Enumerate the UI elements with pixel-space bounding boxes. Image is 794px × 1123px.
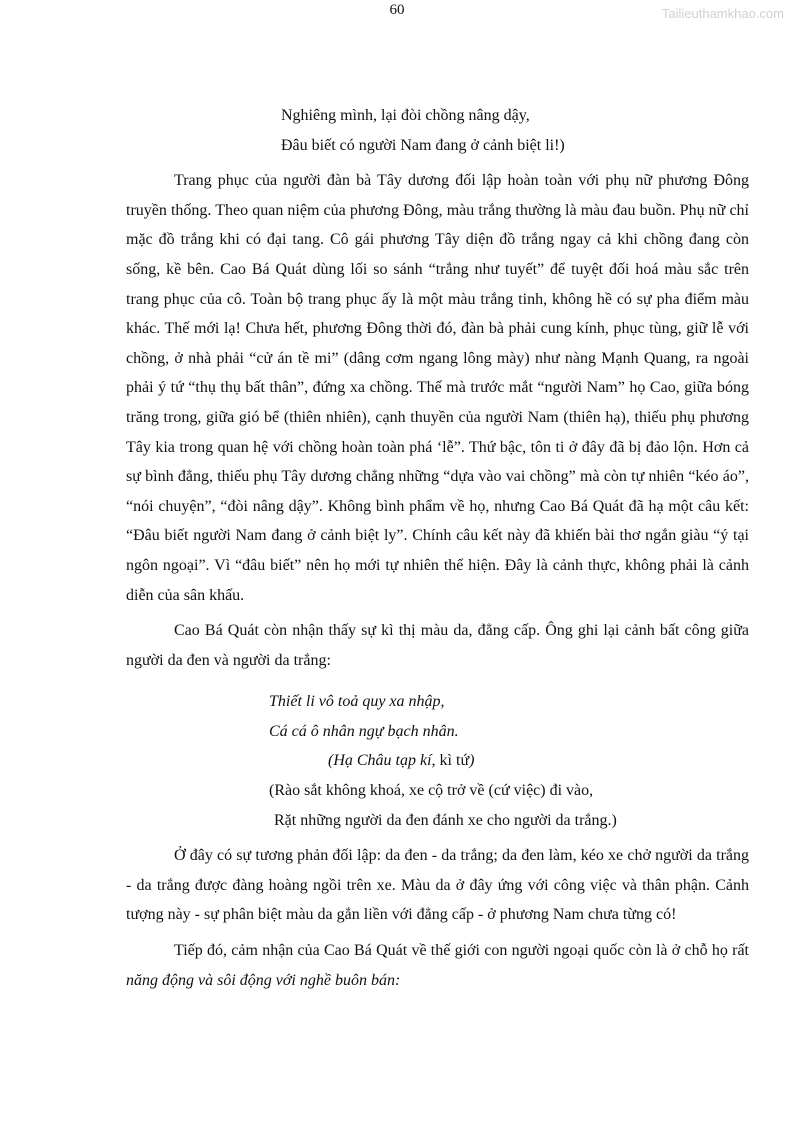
document-body — [126, 101, 749, 995]
poem-line-translation: (Rào sắt không khoá, xe cộ trở về (cứ việc) đi vào, — [269, 782, 594, 800]
source-paren-open: ( — [328, 752, 334, 770]
poem-excerpt-top — [126, 101, 749, 160]
paragraph-costume: Trang phục của người đàn bà Tây dương đối lập hoàn toàn với phụ nữ phương Đông truyền thống. Theo quan niệm của phương Đông, màu trắng thường là màu đau buồn. Phụ nữ chỉ mặc đồ trắng khi có đại tang. Cô gái phương Tây diện đồ trắng ngay cả khi chồng đang còn sống, kề bên. Cao Bá Quát dùng lối so sánh “trắng như tuyết” để tuyệt đối hoá màu sắc trên trang phục của cô. Toàn bộ trang phục ấy là một màu trắng tinh, không hề có sự pha điểm màu khác. Thế mới lạ! Chưa hết, phương Đông thời đó, đàn bà phải cung kính, phục tùng, giữ lễ với chồng, ở nhà phải “cử án tề mi” (dâng cơm ngang lông mày) như nàng Mạnh Quang, ra ngoài phải ý tứ “thụ thụ bất thân”, đứng xa chồng. Thế mà trước mắt “người Nam” họ Cao, giữa bóng trăng trong, giữa gió bể (thiên nhiên), cạnh thuyền của người Nam (thiên hạ), thiếu phụ phương Tây kia trong quan hệ với chồng hoàn toàn phá ‘lễ”. Thứ bậc, tôn ti ở đây đã bị đảo lộn. Hơn cả sự bình đẳng, thiếu phụ Tây dương chẳng những “dựa vào vai chồng” mà còn tự nhiên “kéo áo”, “nói chuyện”, “đòi nâng dậy”. Không bình phẩm về họ, nhưng Cao Bá Quát đã hạ một câu kết: “Đâu biết người Nam đang ở cảnh biệt ly”. Chính câu kết này đã khiến bài thơ ngắn giàu “ý tại ngôn ngoại”. Vì “đâu biết” nên họ mới tự nhiên thể hiện. Đây là cảnh thực, không phải là cảnh diễn của sân khấu. — [126, 172, 749, 604]
paragraph-trade-text: Tiếp đó, cảm nhận của Cao Bá Quát về thế giới con người ngoại quốc còn là ở chỗ họ rất — [174, 942, 749, 960]
poem-line-original: Thiết li vô toả quy xa nhập, — [269, 693, 445, 711]
source-title: Hạ Châu tạp kí, — [333, 752, 436, 770]
poem-excerpt-ha-chau — [126, 687, 749, 835]
source-rest: kì tứ — [435, 752, 470, 770]
poem-line: Nghiêng mình, lại đòi chồng nâng dậy, — [281, 107, 530, 124]
poem-source — [126, 746, 749, 776]
source-paren-close: ) — [469, 752, 475, 770]
paragraph-trade — [126, 936, 749, 995]
paragraph-trade-italic: năng động và sôi động với nghề buôn bán: — [126, 971, 401, 989]
paragraph-contrast: Ở đây có sự tương phản đối lập: da đen - da trắng; da đen làm, kéo xe chở người da trắng - da trắng được đàng hoàng ngồi trên xe. Màu da ở đây ứng với công việc và thân phận. Cảnh tượng này - sự phân biệt màu da gắn liền với đẳng cấp - ở phương Nam chưa từng có! — [126, 847, 749, 924]
watermark: Tailieuthamkhao.com — [661, 6, 784, 21]
poem-line-translation: Rặt những người da đen đánh xe cho người da trắng.) — [274, 811, 617, 829]
paragraph-skin-color: Cao Bá Quát còn nhận thấy sự kì thị màu da, đẳng cấp. Ông ghi lại cảnh bất công giữa người da đen và người da trắng: — [126, 622, 749, 669]
poem-line-original: Cá cá ô nhân ngự bạch nhân. — [269, 722, 459, 740]
poem-line: Đâu biết có người Nam đang ở cảnh biệt li!) — [281, 136, 565, 154]
page-number: 60 — [389, 2, 405, 18]
